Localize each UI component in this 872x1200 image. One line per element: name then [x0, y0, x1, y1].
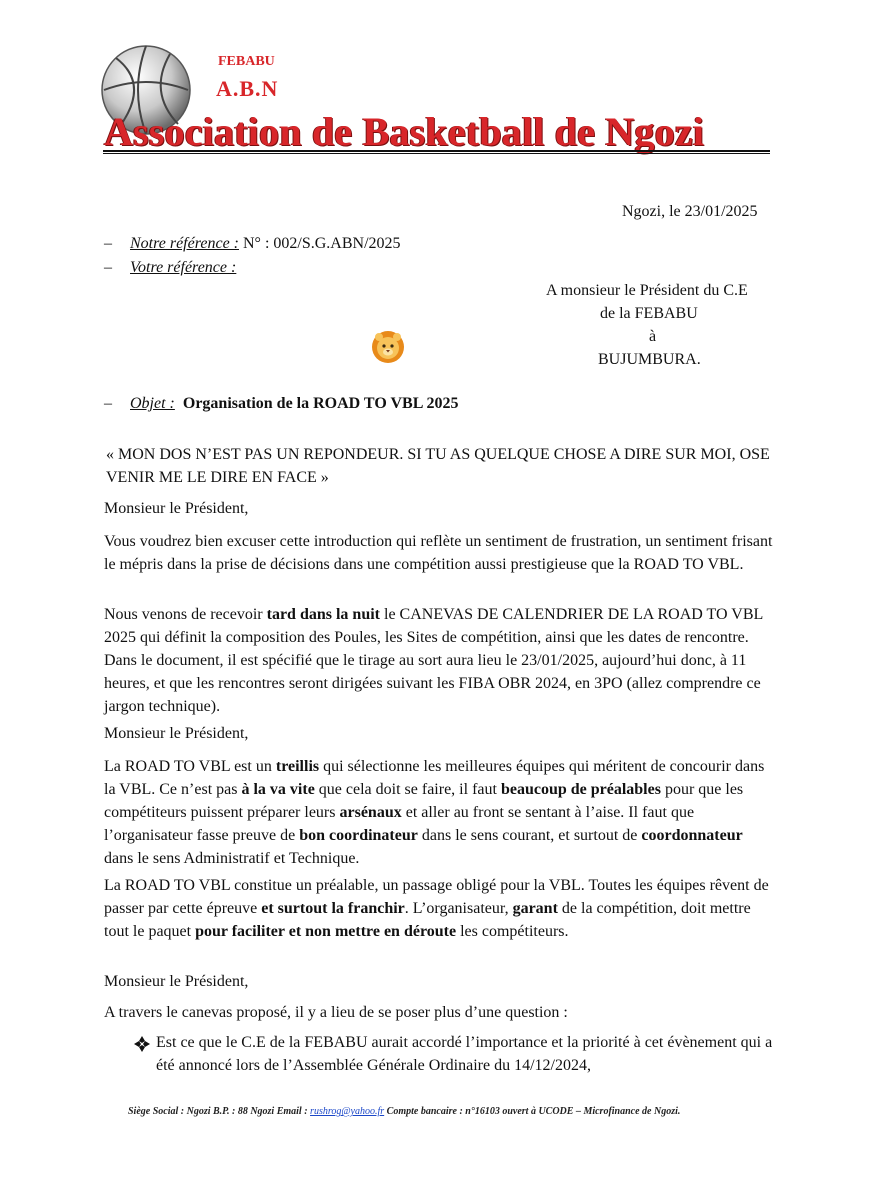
footer-email-link[interactable]: rushrog@yahoo.fr — [310, 1106, 385, 1117]
organization-abbreviation: A.B.N — [216, 76, 279, 101]
text: qui sélectionne les meilleures équipes qui méritent de concourir dans la VBL. Ce n’est pas — [104, 758, 765, 798]
text: dans le sens Administratif et Technique. — [104, 850, 360, 867]
recipient-line-1: A monsieur le Président du C.E — [546, 282, 748, 299]
paragraph-1: Vous voudrez bien excuser cette introduction qui reflète un sentiment de frustration, un sentiment frisant le mépris dans la prise de décisions dans une compétition aussi prestigieuse que la ROAD TO VBL. — [104, 533, 773, 573]
salutation: Monsieur le Président, — [104, 500, 249, 517]
footer-bank: Compte bancaire : n°16103 ouvert à UCODE – Microfinance de Ngozi. — [384, 1106, 681, 1117]
subject-text: Organisation de la ROAD TO VBL 2025 — [182, 395, 459, 412]
our-reference-value: N° : 002/S.G.ABN/2025 — [239, 235, 401, 252]
paragraph-5: A travers le canevas proposé, il y a lieu de se poser plus d’une question : — [104, 1004, 568, 1021]
our-reference-label: Notre référence : — [130, 235, 239, 252]
place-and-date: Ngozi, le 23/01/2025 — [622, 203, 758, 220]
text: pour que les compétiteurs puissent préparer leurs — [104, 781, 744, 821]
bullet-dash: – — [104, 395, 112, 412]
text: de la compétition, doit mettre tout le paquet — [104, 900, 751, 940]
salutation-3: Monsieur le Président, — [104, 973, 249, 990]
recipient-line-2: de la FEBABU — [600, 305, 698, 322]
bullet-item-1: Est ce que le C.E de la FEBABU aurait accordé l’importance et la priorité à cet évènement qui a été annoncé lors de l’Assemblée Générale Ordinaire du 14/12/2024, — [156, 1034, 773, 1074]
text-bold: bon coordinateur — [299, 827, 418, 844]
text-bold: treillis — [275, 758, 320, 775]
opening-quote: « MON DOS N’EST PAS UN REPONDEUR. SI TU AS QUELQUE CHOSE A DIRE SUR MOI, OSE VENIR ME LE DIRE EN FACE » — [106, 446, 770, 486]
salutation-2: Monsieur le Président, — [104, 725, 249, 742]
text: Nous venons de recevoir — [104, 606, 267, 623]
text: que cela doit se faire, il faut — [314, 781, 501, 798]
lion-face-icon — [368, 328, 408, 364]
text-bold: pour faciliter et non mettre en déroute — [195, 923, 457, 940]
text-bold: garant — [512, 900, 558, 917]
text-bold: à la va vite — [241, 781, 315, 798]
paragraph-4 — [104, 874, 774, 943]
letterhead-divider — [103, 150, 770, 154]
recipient-line-4: BUJUMBURA. — [598, 351, 701, 368]
text: le CANEVAS DE CALENDRIER DE LA ROAD TO VBL 2025 qui définit la composition des Poules, les Sites de compétition, ainsi que les dates de rencontre. Dans le document, il est spécifié que le tirage au sort aura lieu le 23/01/2025, aujourd’hui donc, à 11 heures, et que les rencontres seront dirigées suivant les FIBA OBR 2024, en 3PO (allez comprendre ce jargon technique). — [104, 606, 763, 715]
text: La ROAD TO VBL est un — [104, 758, 276, 775]
subject-label: Objet : — [130, 395, 175, 412]
diamond-bullet-icon — [132, 1034, 152, 1054]
footer — [128, 1106, 680, 1117]
footer-address: Siège Social : Ngozi B.P. : 88 Ngozi Email : — [128, 1106, 311, 1117]
our-reference — [104, 232, 401, 255]
text: dans le sens courant, et surtout de — [417, 827, 642, 844]
text: les compétiteurs. — [456, 923, 569, 940]
subject-line — [104, 392, 458, 415]
bullet-dash: – — [104, 235, 112, 252]
text: et aller au front se sentant à l’aise. Il faut que l’organisateur fasse preuve de — [104, 804, 695, 844]
your-reference-label: Votre référence : — [130, 259, 237, 276]
paragraph-2 — [104, 603, 774, 718]
federation-name: FEBABU — [218, 54, 275, 69]
text-bold: et surtout la franchir — [261, 900, 405, 917]
text-bold: tard dans la nuit — [266, 606, 380, 623]
text-bold: arsénaux — [339, 804, 402, 821]
bullet-dash: – — [104, 259, 112, 276]
paragraph-3 — [104, 755, 774, 870]
recipient-line-3: à — [649, 328, 657, 345]
your-reference — [104, 256, 236, 279]
text-bold: beaucoup de préalables — [500, 781, 661, 798]
text-bold: coordonnateur — [641, 827, 743, 844]
text: La ROAD TO VBL constitue un préalable, un passage obligé pour la VBL. Toutes les équipes rêvent de passer par cette épreuve — [104, 877, 769, 917]
organization-name: Association de Basketball de Ngozi — [104, 109, 705, 154]
text: . L’organisateur, — [404, 900, 513, 917]
